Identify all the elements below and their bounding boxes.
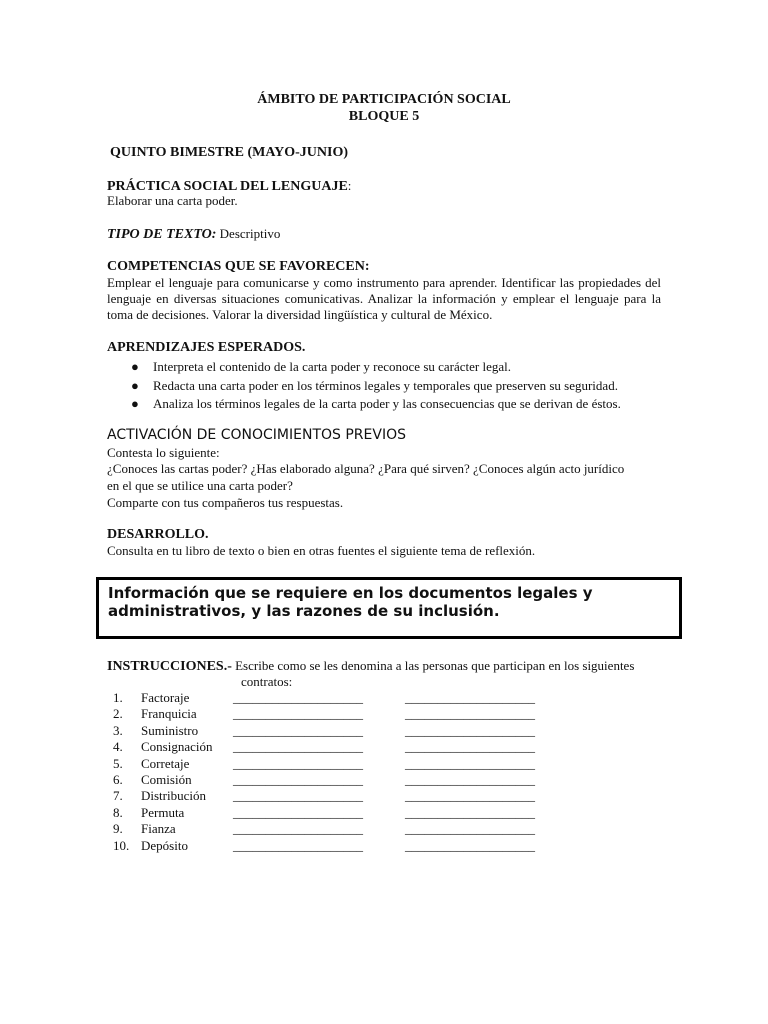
aprendizajes-list [107, 358, 687, 414]
contract-name: Distribución [141, 788, 206, 804]
reflection-topic-text: Información que se requiere en los documentos legales y administrativos, y las razones de su inclusión. [108, 584, 593, 620]
answer-blank-1[interactable]: ____________________ [233, 772, 363, 788]
contract-number: 2. [113, 706, 123, 722]
contract-row [113, 838, 545, 854]
contract-name: Franquicia [141, 706, 197, 722]
tipo-label: TIPO DE TEXTO: [107, 227, 217, 242]
answer-blank-1[interactable]: ____________________ [233, 755, 363, 771]
activacion-line3: en el que se utilice una carta poder? [107, 478, 293, 493]
answer-blank-1[interactable]: ____________________ [233, 804, 363, 820]
answer-blank-2[interactable]: ____________________ [405, 804, 535, 820]
contract-number: 5. [113, 755, 123, 771]
contract-number: 4. [113, 739, 123, 755]
contract-row [113, 788, 545, 804]
contract-row [113, 706, 545, 722]
answer-blank-1[interactable]: ____________________ [233, 788, 363, 804]
contract-row [113, 821, 545, 837]
answer-blank-2[interactable]: ____________________ [405, 706, 535, 722]
practica-text: Elaborar una carta poder. [107, 193, 238, 208]
desarrollo-text: Consulta en tu libro de texto o bien en otras fuentes el siguiente tema de reflexión. [107, 543, 536, 558]
contract-name: Consignación [141, 739, 213, 755]
answer-blank-1[interactable]: ____________________ [233, 837, 363, 853]
instrucciones-label: INSTRUCCIONES.- [107, 659, 232, 674]
contract-number: 3. [113, 722, 123, 738]
contract-row [113, 723, 545, 739]
tipo-value: Descriptivo [216, 226, 281, 241]
answer-blank-2[interactable]: ____________________ [405, 837, 535, 853]
document-title: ÁMBITO DE PARTICIPACIÓN SOCIAL [257, 92, 511, 107]
document-subtitle: BLOQUE 5 [348, 109, 420, 124]
contract-number: 8. [113, 804, 123, 820]
instrucciones-text: Escribe como se les denomina a las personas que participan en los siguientes [231, 658, 635, 673]
bullet-icon: ● [131, 359, 139, 374]
practica-colon: : [347, 178, 352, 193]
answer-blank-2[interactable]: ____________________ [405, 772, 535, 788]
answer-blank-1[interactable]: ____________________ [233, 739, 363, 755]
competencias-text: Emplear el lenguaje para comunicarse y como instrumento para aprender. Identificar las propiedades del lenguaje en diversas situaciones comunicativas. Analizar la información y emplear el lenguaje para la toma de decisiones. Valorar la diversidad lingüística y cultural de México. [107, 275, 661, 322]
contract-row [113, 739, 545, 755]
activacion-heading: ACTIVACIÓN DE CONOCIMIENTOS PREVIOS [107, 427, 406, 443]
activacion-line2: ¿Conoces las cartas poder? ¿Has elaborado alguna? ¿Para qué sirven? ¿Conoces algún acto jurídico [107, 461, 625, 476]
desarrollo-heading: DESARROLLO. [107, 527, 209, 542]
contract-row [113, 756, 545, 772]
instrucciones-line [107, 657, 634, 675]
activacion-line1: Contesta lo siguiente: [107, 445, 220, 460]
contract-name: Corretaje [141, 755, 190, 771]
contract-name: Factoraje [141, 690, 190, 705]
competencias-heading: COMPETENCIAS QUE SE FAVORECEN: [107, 259, 370, 274]
contract-name: Suministro [141, 722, 199, 738]
contract-number: 10. [113, 837, 130, 853]
contract-number: 7. [113, 788, 123, 804]
contract-name: Fianza [141, 821, 176, 837]
period-heading: QUINTO BIMESTRE (MAYO-JUNIO) [110, 145, 349, 160]
answer-blank-2[interactable]: ____________________ [405, 755, 535, 771]
answer-blank-2[interactable]: ____________________ [405, 722, 535, 738]
contract-row [113, 690, 545, 706]
bullet-icon: ● [131, 396, 139, 411]
answer-blank-2[interactable]: ____________________ [405, 690, 535, 705]
answer-blank-1[interactable]: ____________________ [233, 722, 363, 738]
activacion-line4: Comparte con tus compañeros tus respuestas. [107, 495, 344, 510]
answer-blank-1[interactable]: ____________________ [233, 706, 363, 722]
list-item: ● Analiza los términos legales de la carta poder y las consecuencias que se derivan de éstos. [107, 395, 687, 414]
contract-number: 9. [113, 821, 123, 837]
answer-blank-2[interactable]: ____________________ [405, 739, 535, 755]
list-item: ● Redacta una carta poder en los términos legales y temporales que preserven su seguridad. [107, 377, 687, 396]
contract-row [113, 772, 545, 788]
contract-number: 1. [113, 690, 123, 705]
answer-blank-2[interactable]: ____________________ [405, 821, 535, 837]
answer-blank-1[interactable]: ____________________ [233, 821, 363, 837]
contracts-list [113, 690, 545, 854]
contract-name: Comisión [141, 772, 192, 788]
answer-blank-2[interactable]: ____________________ [405, 788, 535, 804]
reflection-topic-box [96, 577, 682, 639]
contract-name: Depósito [141, 837, 188, 853]
list-item: ● Interpreta el contenido de la carta poder y reconoce su carácter legal. [107, 358, 687, 377]
bullet-icon: ● [131, 377, 139, 393]
instrucciones-text2: contratos: [241, 674, 293, 689]
contract-number: 6. [113, 772, 123, 788]
contract-row [113, 805, 545, 821]
contract-name: Permuta [141, 804, 185, 820]
answer-blank-1[interactable]: ____________________ [233, 690, 363, 705]
aprendizajes-heading: APRENDIZAJES ESPERADOS. [107, 340, 306, 355]
practica-heading: PRÁCTICA SOCIAL DEL LENGUAJE [107, 179, 348, 194]
tipo-section [107, 225, 280, 243]
